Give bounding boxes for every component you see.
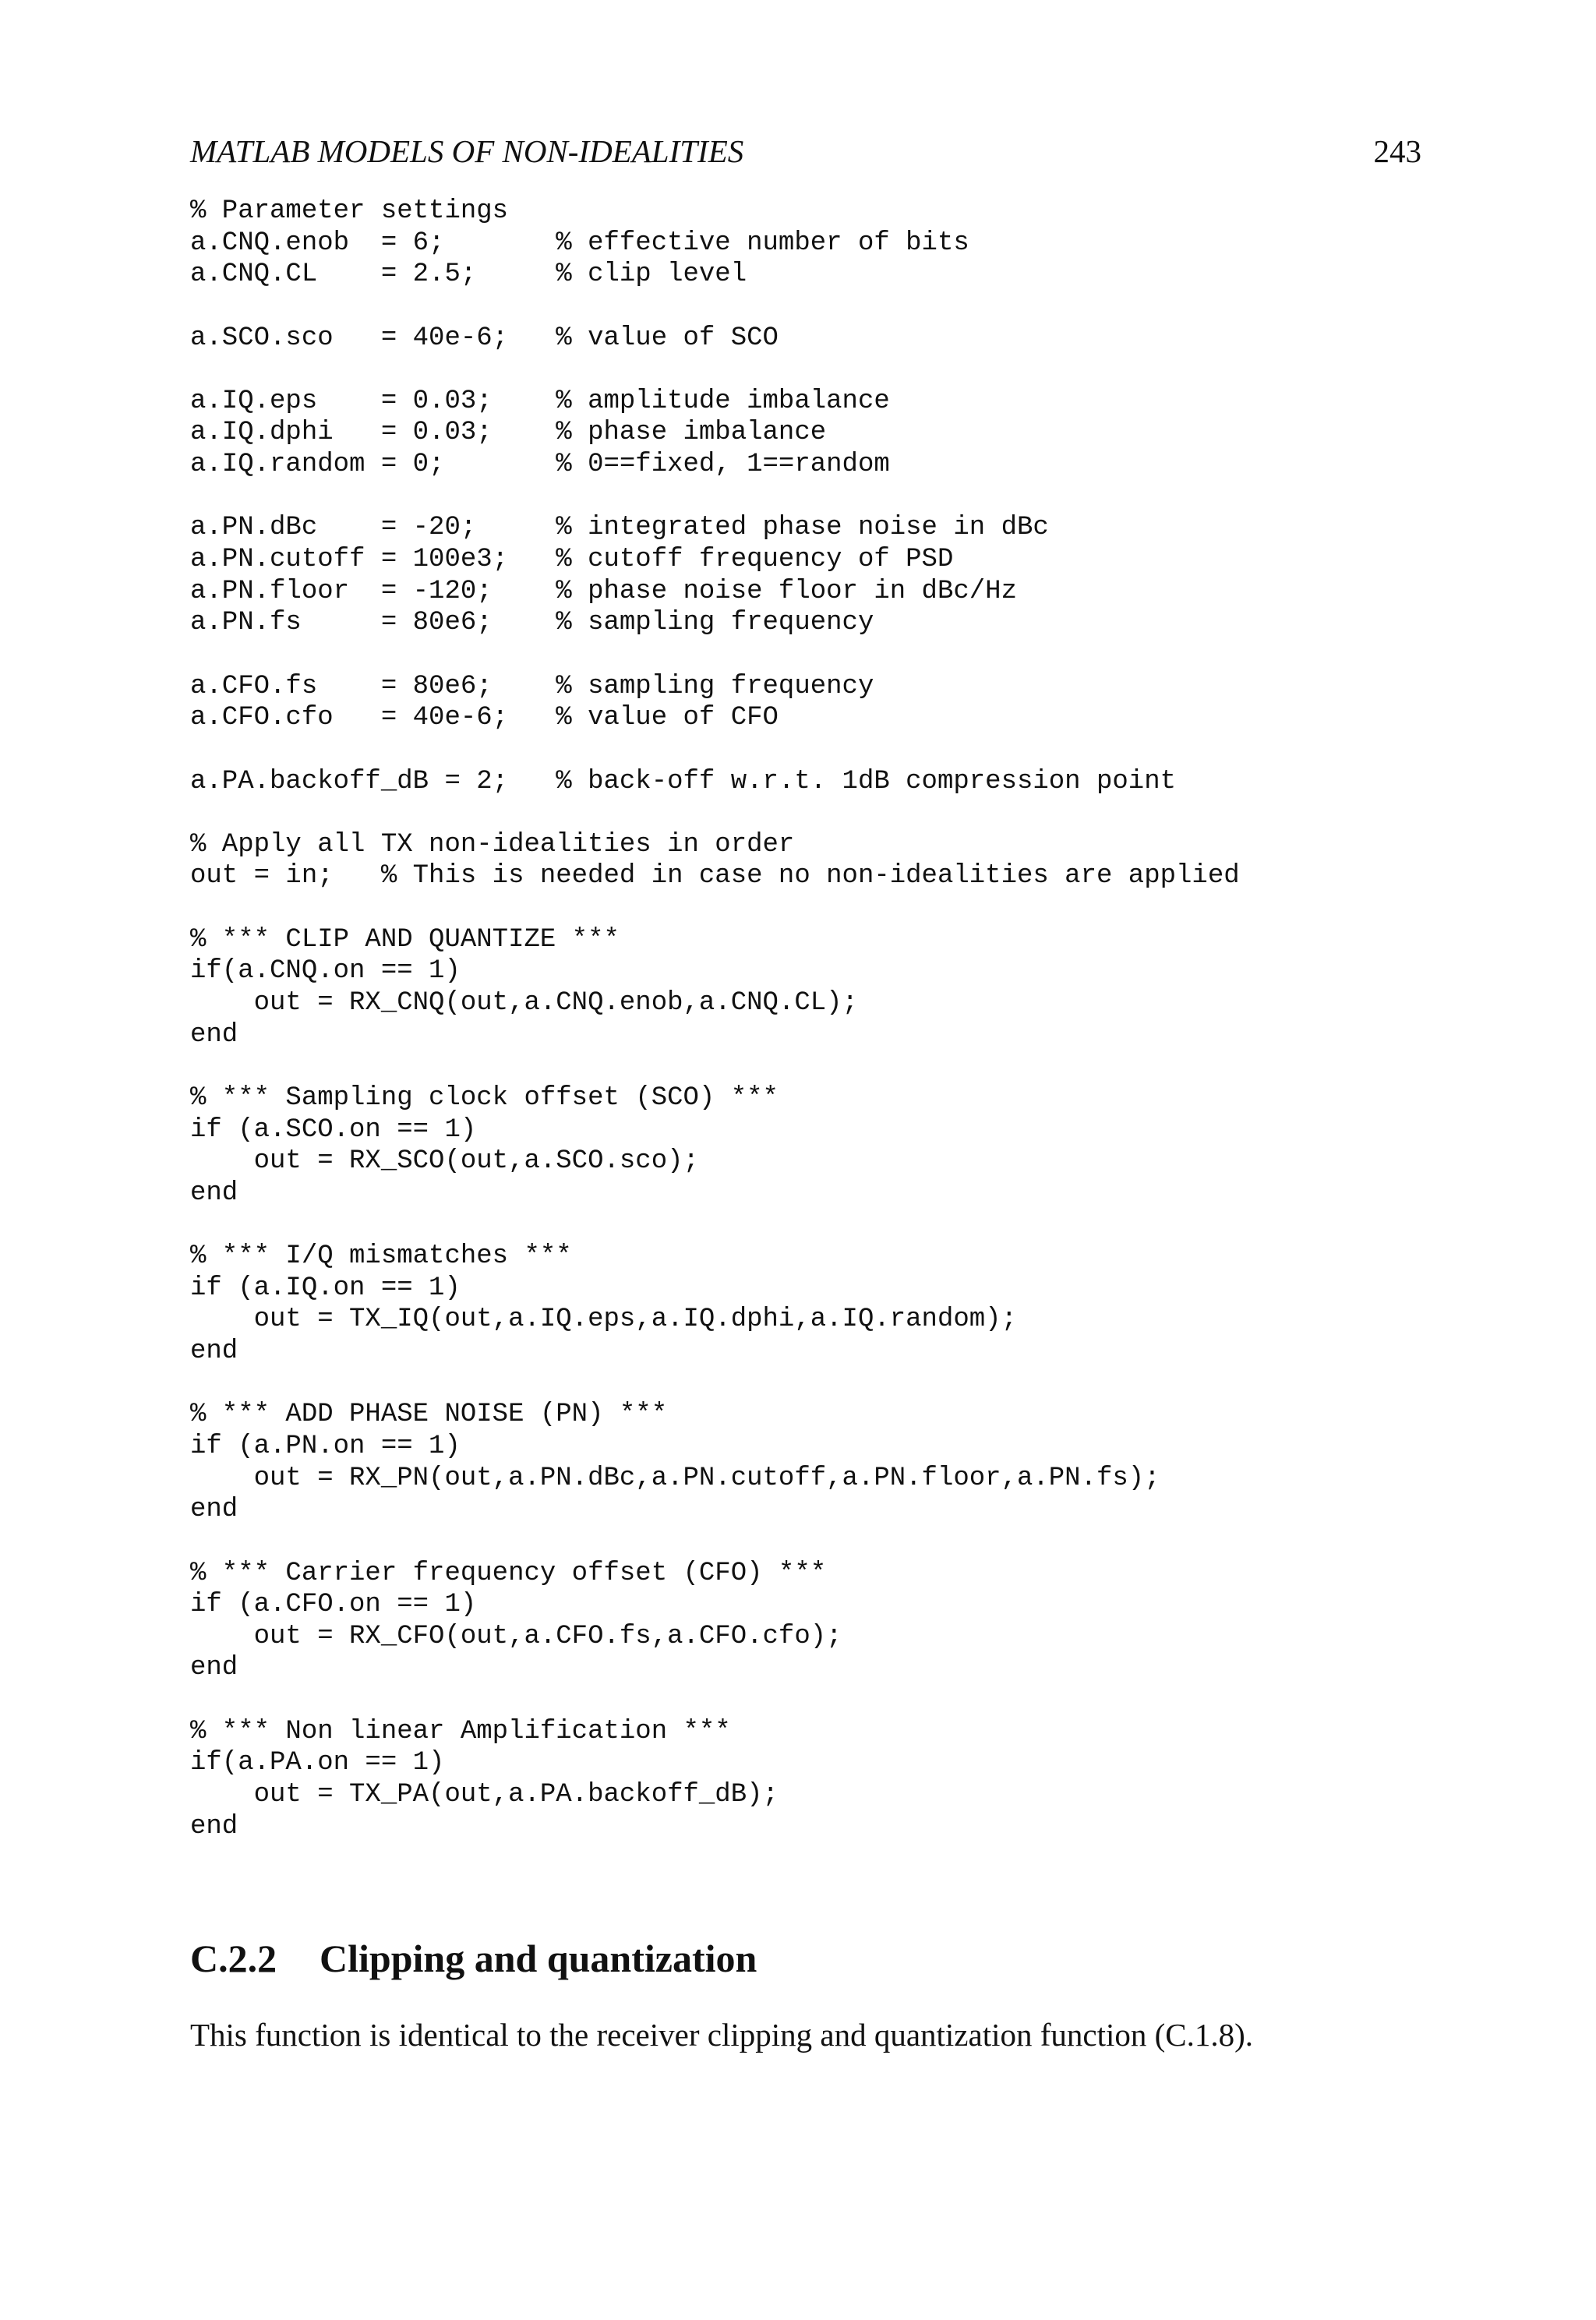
code-line	[190, 1526, 1421, 1558]
code-line: out = TX_PA(out,a.PA.backoff_dB);	[190, 1780, 779, 1810]
code-line: if (a.CFO.on == 1)	[190, 1590, 477, 1620]
code-line: out = RX_PN(out,a.PN.dBc,a.PN.cutoff,a.PN.floor,a.PN.fs);	[190, 1463, 1160, 1493]
code-line: a.PN.fs = 80e6; % sampling frequency	[190, 608, 874, 638]
code-line: % *** ADD PHASE NOISE (PN) ***	[190, 1400, 668, 1430]
page-number: 243	[1373, 133, 1421, 169]
code-line: a.PN.floor = -120; % phase noise floor in dBc/Hz	[190, 576, 1017, 606]
code-line: if (a.SCO.on == 1)	[190, 1114, 477, 1145]
code-line: a.SCO.sco = 40e-6; % value of SCO	[190, 323, 779, 353]
running-title: MATLAB MODELS OF NON-IDEALITIES	[190, 133, 744, 169]
section-title: Clipping and quantization	[320, 1937, 757, 1980]
code-line: if(a.PA.on == 1)	[190, 1748, 445, 1778]
code-line: % Parameter settings	[190, 196, 509, 226]
code-line	[190, 639, 1421, 671]
code-line: end	[190, 1337, 238, 1367]
code-line: out = RX_CNQ(out,a.CNQ.enob,a.CNQ.CL);	[190, 988, 858, 1019]
code-line: end	[190, 1495, 238, 1525]
code-line: % *** CLIP AND QUANTIZE ***	[190, 924, 620, 955]
code-line: a.CNQ.CL = 2.5; % clip level	[190, 260, 747, 290]
code-line: if (a.IQ.on == 1)	[190, 1273, 461, 1303]
code-line: a.IQ.dphi = 0.03; % phase imbalance	[190, 418, 827, 448]
code-line	[190, 734, 1421, 766]
code-line: % Apply all TX non-idealities in order	[190, 829, 795, 860]
code-line: out = TX_IQ(out,a.IQ.eps,a.IQ.dphi,a.IQ.random);	[190, 1305, 1017, 1335]
code-line	[190, 1209, 1421, 1241]
code-line: a.IQ.random = 0; % 0==fixed, 1==random	[190, 450, 890, 480]
section-heading	[190, 1931, 757, 1986]
code-line: a.PN.dBc = -20; % integrated phase noise in dBc	[190, 513, 1049, 543]
code-line: a.PN.cutoff = 100e3; % cutoff frequency of PSD	[190, 545, 954, 575]
code-line: % *** Sampling clock offset (SCO) ***	[190, 1082, 779, 1113]
code-line: % *** Non linear Amplification ***	[190, 1716, 731, 1746]
code-line: out = in; % This is needed in case no non-idealities are applied	[190, 861, 1240, 892]
code-line: end	[190, 1811, 238, 1842]
code-line: a.IQ.eps = 0.03; % amplitude imbalance	[190, 386, 890, 416]
code-line: out = RX_CFO(out,a.CFO.fs,a.CFO.cfo);	[190, 1621, 842, 1651]
code-line: % *** I/Q mismatches ***	[190, 1241, 572, 1272]
code-line	[190, 797, 1421, 829]
code-line	[190, 1051, 1421, 1082]
code-line	[190, 1684, 1421, 1716]
code-line: out = RX_SCO(out,a.SCO.sco);	[190, 1146, 699, 1177]
code-line	[190, 291, 1421, 323]
code-line: a.CFO.fs = 80e6; % sampling frequency	[190, 671, 874, 701]
matlab-code-listing	[190, 196, 1421, 1842]
code-line: if(a.CNQ.on == 1)	[190, 956, 461, 987]
code-line: a.PA.backoff_dB = 2; % back-off w.r.t. 1dB compression point	[190, 766, 1177, 796]
code-line: end	[190, 1653, 238, 1683]
running-header	[190, 128, 1421, 175]
code-line: a.CFO.cfo = 40e-6; % value of CFO	[190, 703, 779, 733]
code-line: a.CNQ.enob = 6; % effective number of bits	[190, 228, 969, 258]
code-line	[190, 1368, 1421, 1400]
code-line	[190, 481, 1421, 513]
section-number: C.2.2	[190, 1937, 277, 1980]
code-line: if (a.PN.on == 1)	[190, 1431, 461, 1461]
code-line: end	[190, 1019, 238, 1050]
code-line	[190, 354, 1421, 386]
code-line: end	[190, 1178, 238, 1208]
code-line	[190, 892, 1421, 924]
body-paragraph: This function is identical to the receiver clipping and quantization function (C.1.8).	[190, 2017, 1254, 2053]
code-line: % *** Carrier frequency offset (CFO) ***	[190, 1558, 827, 1588]
